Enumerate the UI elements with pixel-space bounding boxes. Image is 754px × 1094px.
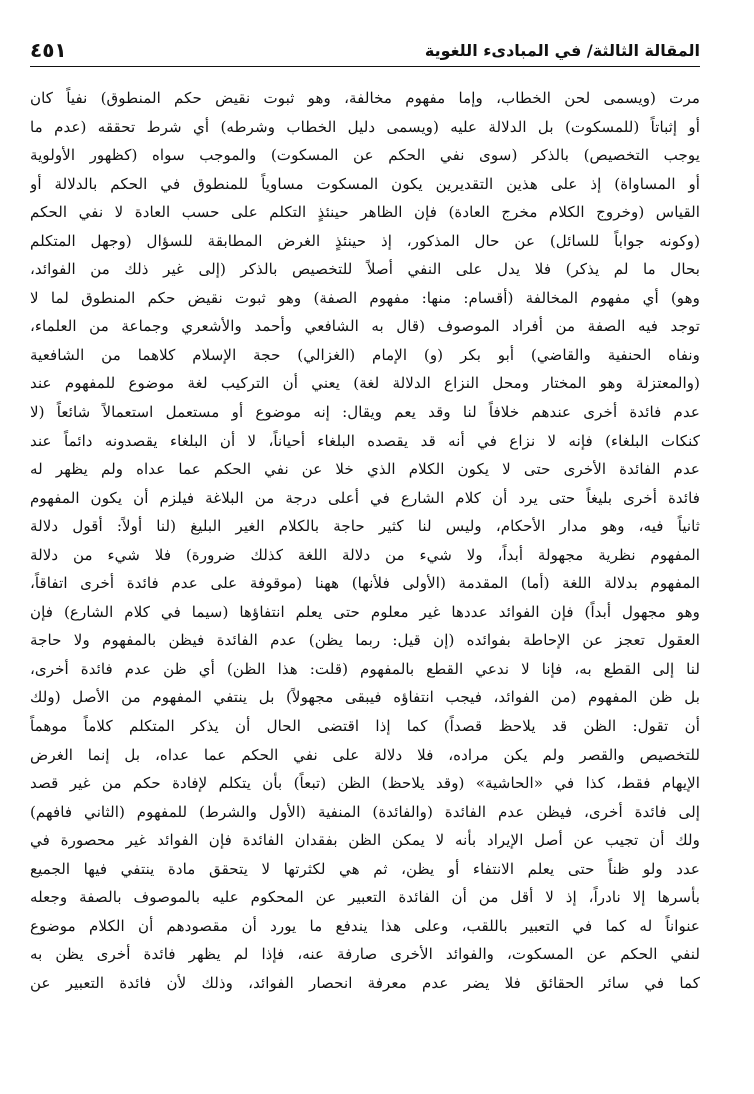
text-line: عنواناً له كما في التعبير باللقب، وعلى هذا يندفع ما يورد أن مقصودهم أن الكلام موضوع [30,916,700,935]
text-line: عدد ولو ظناً حتى يعلم الانتفاء أو يظن، ثم هي لكثرتها لا يتحقق مادة ينتفي فيها الجميع [30,859,700,878]
text-line: الإيهام فقط، كذا في «الحاشية» (وقد يلاحظ) الظن (تبعاً) بأن يتكلم لإفادة حكم من غير قصد [30,774,700,793]
text-line: توجد فيه الصفة من أفراد الموصوف (قال به الشافعي وأحمد والأشعري وجماعة من العلماء، [30,317,700,336]
text-line: مرت (ويسمى لحن الخطاب، وإما مفهوم مخالفة، وهو ثبوت نقيض حكم المنطوق) نفياً كان [30,89,700,107]
text-line: وهو) أي مفهوم المخالفة (أقسام: منها: مفهوم الصفة) وهو ثبوت نقيض حكم المنطوق لما لا [30,288,700,307]
text-line: المفهوم بدلالة اللغة (أما) المقدمة (الأولى فلأنها) ههنا (موقوفة على عدم فائدة أخرى اتفاقاً، [30,574,700,593]
text-line: ثانياً فيه، وهو مدار الأحكام، وليس لنا كثير حاجة بالكلام الغير البليغ (لنا أولاً: أقول دلالة [30,517,700,536]
running-title: المقالة الثالثة/ في المبادىء اللغوية [424,41,700,60]
text-line: بحال ما لم يذكر) فلا يدل على النفي أصلاً للتخصيص بالذكر (إلى غير ذلك من الفوائد، [30,260,700,279]
text-line: أو المساواة) إذ على هذين التقديرين يكون المسكوت مساوياً للمنطوق في الحكم بالدلالة أو [30,174,700,193]
text-line: (وكونه جواباً للسائل) عن حال المذكور، إذ حينئذٍ الغرض المطابقة للسؤال (وجهل المتكلم [30,231,700,250]
text-line: المفهوم نظرية مجهولة أبداً، ولا شيء من دلالة اللغة كذلك ضرورة) فلا شيء من دلالة [30,545,700,564]
text-line: كما في سائر الحقائق فلا يضر عدم معرفة انحصار الفوائد، وذلك لأن فائدة التعبير عن [30,973,700,992]
text-line [30,1055,700,1084]
text-line: العقول تعجز عن الإحاطة بفوائده (إن قيل: ربما يظن) عدم الفائدة فيظن بالمفهوم ولا حاجة [30,631,700,650]
text-line: أن تقول: الظن قد يلاحظ قصداً) كما إذا اقتضى الحال أن يذكر المتكلم كلاماً موهماً [30,717,700,736]
text-line: للتخصيص والقصر ولم يكن مراده، فلا دلالة على نفي الحكم عما عداه، بل إنما الغرض [30,745,700,764]
text-line: بأسرها إلا نادراً، إذ لا أقل من أن الفائدة التعبير عن المحكوم عليه بالموصوف بالصفة وجعله [30,888,700,907]
text-line: عدم الفائدة الأخرى حتى لا يكون الكلام الذي خلا عن نفي الحكم عما عداه ولم يظهر له [30,460,700,479]
page-header [30,30,700,64]
text-line: (والمعتزلة وهو المختار ومحل النزاع الدلالة لغة) يعني أن التركيب لغة موضوع للمفهوم عند [30,374,700,393]
text-line: وهو مجهول أبداً) فإن الفوائد عددها غير معلوم حتى يعلم انتفاؤها (سيما في كلام الشارع) فإن [30,602,700,621]
text-line: كنكات البلغاء) فإنه لا نزاع في أنه قد يقصده البلغاء أحياناً، لا أن البلغاء يقصدونه دائماً عند [30,431,700,450]
text-line [30,1026,700,1055]
text-line: يوجب التخصيص) بالذكر (سوى نفي الحكم عن المسكوت) والموجب سواه (كظهور الأولوية [30,146,700,165]
text-line: بل ظن المفهوم (من الفوائد، فيجب انتفاؤه فيبقى مجهولاً) بل ينتفي المفهوم من الأصل (ولك [30,688,700,707]
text-line: لنا إلى القطع به، فإنا لا ندعي القطع بالمفهوم (قلت: هذا الظن) أي ظن عدم فائدة أخرى، [30,659,700,678]
text-line [30,998,700,1027]
body-text [30,84,700,1083]
header-divider [30,66,700,67]
text-line: لنفي الحكم عن المسكوت، والفوائد الأخرى صارفة عنه، فإذا لم يظهر فائدة أخرى يظن به [30,945,700,964]
text-line: عدم فائدة أخرى عندهم خلافاً لنا وقد يعم ويقال: إنه موضوع أو مستعمل استعمالاً شائعاً (لا [30,403,700,422]
text-line: ونفاه الحنفية والقاضي) أبو بكر (و) الإمام (الغزالي) حجة الإسلام كلاهما من الشافعية [30,345,700,364]
text-line: إلى فائدة أخرى، فيظن عدم الفائدة (والفائدة) المنفية (الأول والشرط) للمفهوم (الثاني فافهم) [30,802,700,821]
text-line: أو إثباتاً (للمسكوت) بل الدلالة عليه (ويسمى دليل الخطاب وشرطه) أي شرط تحققه (عدم ما [30,117,700,136]
text-line: القياس (وخروج الكلام مخرج العادة) فإن الظاهر حينئذٍ التكلم على حسب العادة لا نفي الحكم [30,203,700,222]
text-line: ولك أن تجيب عن أصل الإيراد بأنه لا يمكن الظن بفقدان الفائدة فإن الفوائد غير محصورة في [30,831,700,850]
page-number: ٤٥١ [30,38,67,62]
text-line: فائدة أخرى بليغاً حتى يرد أن كلام الشارع في أعلى درجة من البلاغة فيلزم أن يكون المفهوم [30,488,700,507]
